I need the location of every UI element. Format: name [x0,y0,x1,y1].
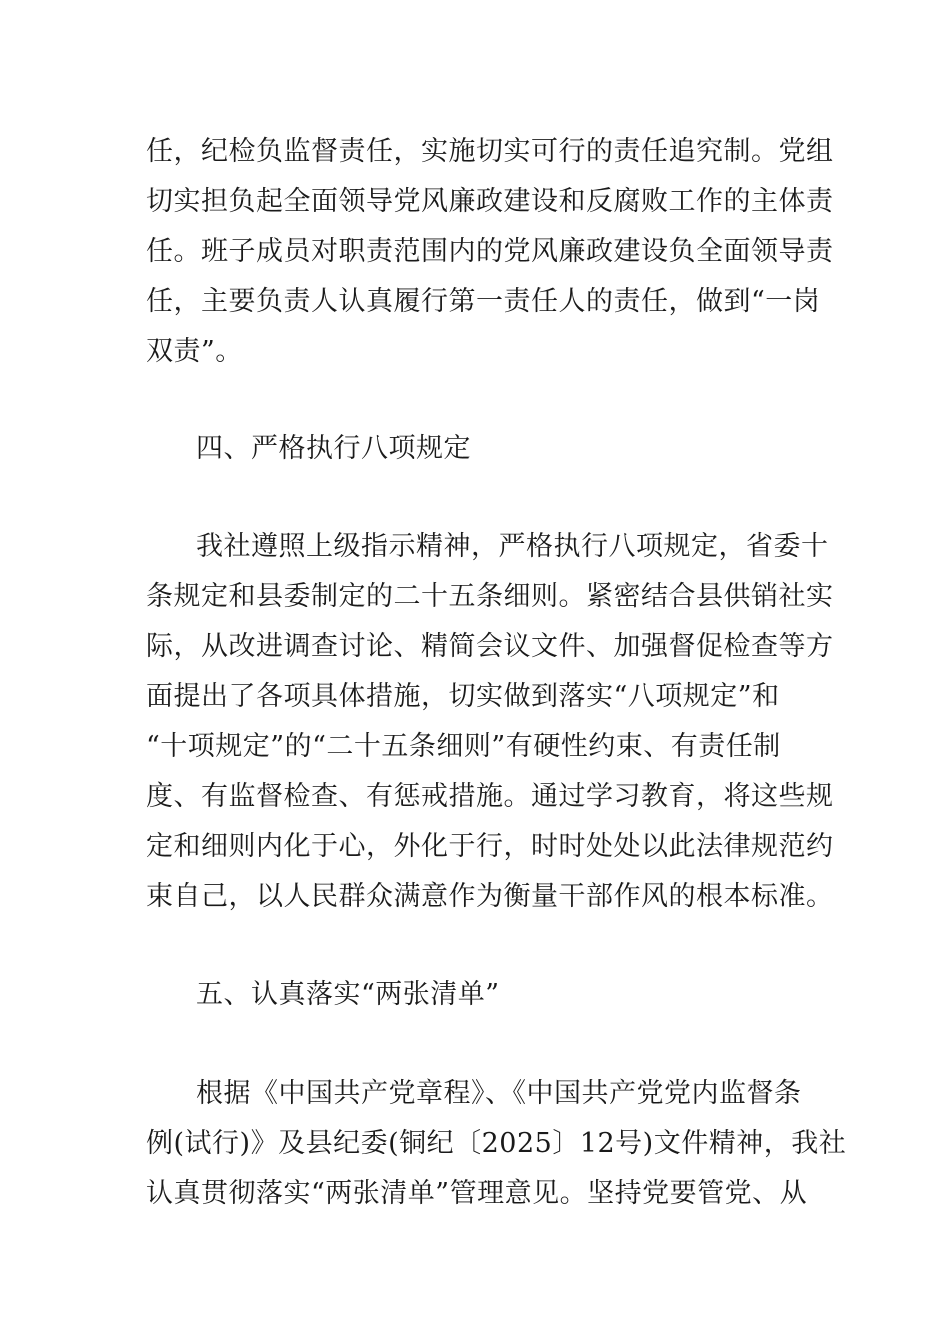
paragraph-line: 定和细则内化于心，外化于行，时时处处以此法律规范约 [146,831,834,862]
paragraph-line: 束自己，以人民群众满意作为衡量干部作风的根本标准。 [146,881,834,912]
paragraph-line: 度、有监督检查、有惩戒措施。通过学习教育，将这些规 [146,781,834,812]
paragraph-line: 切实担负起全面领导党风廉政建设和反腐败工作的主体责 [146,186,834,217]
paragraph-line: “十项规定”的“二十五条细则”有硬性约束、有责任制 [146,731,781,762]
paragraph-line: 认真贯彻落实“两张清单”管理意见。坚持党要管党、从 [146,1178,808,1209]
paragraph-line: 我社遵照上级指示精神，严格执行八项规定，省委十 [196,531,829,562]
paragraph-line: 条规定和县委制定的二十五条细则。紧密结合县供销社实 [146,581,834,612]
paragraph-line: 双责”。 [146,336,243,367]
section-heading-5: 五、认真落实“两张清单” [196,979,500,1010]
paragraph-line: 任，主要负责人认真履行第一责任人的责任，做到“一岗 [146,286,821,317]
paragraph-line: 根据《中国共产党章程》、《中国共产党党内监督条 [196,1078,802,1109]
paragraph-line: 任。班子成员对职责范围内的党风廉政建设负全面领导责 [146,236,834,267]
paragraph-line: 际，从改进调查讨论、精简会议文件、加强督促检查等方 [146,631,834,662]
paragraph-line: 例(试行)》及县纪委(铜纪〔2025〕12号)文件精神，我社 [146,1128,847,1159]
paragraph-line: 面提出了各项具体措施，切实做到落实“八项规定”和 [146,681,780,712]
paragraph-line: 任，纪检负监督责任，实施切实可行的责任追究制。党组 [146,136,834,167]
section-heading-4: 四、严格执行八项规定 [196,433,471,464]
